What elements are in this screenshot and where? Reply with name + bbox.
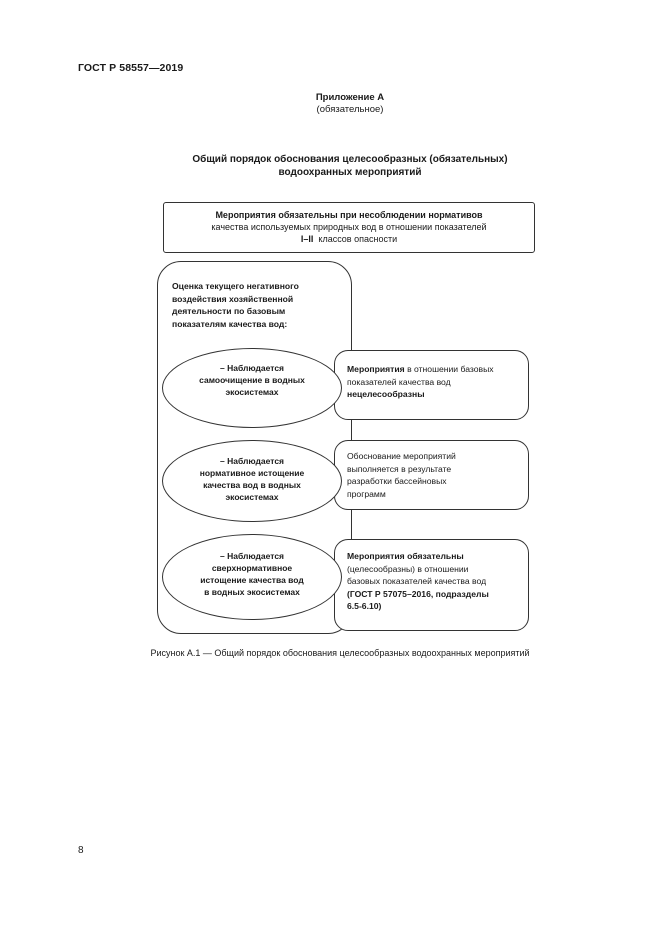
outcome1-line3: нецелесообразны [347,389,425,399]
condition2-line2: нормативное истощение [199,468,305,478]
outcome3-line1: Мероприятия обязательны [347,551,464,561]
condition1-line3: экосистемах [225,387,279,397]
outcome-box-basin-programs [334,440,529,510]
assessment-line2: воздействия хозяйственной [172,293,294,304]
outcome1-line1-rest: в отношении базовых [407,364,494,374]
condition1-line2: самоочищение в водных [199,375,305,385]
condition3-line1: – Наблюдается [219,551,284,561]
top-box-line3-rest: классов опасности [318,234,398,244]
outcome1-line2: показателей качества вод [347,376,451,387]
outcome3-line5: 6.5-6.10) [347,601,382,611]
top-box-line2: качества используемых природных вод в отношении показателей [211,222,487,232]
assessment-text [172,280,342,330]
hazard-classes: I–II [300,234,314,244]
condition2-line3: качества вод в водных [203,480,301,490]
mandatory-measures-box [163,202,535,253]
standard-code: ГОСТ Р 58557—2019 [78,62,184,74]
top-box-line3 [174,233,524,245]
outcome2-line1: Обоснование мероприятий [347,451,456,461]
outcome3-line4: (ГОСТ Р 57075–2016, подразделы [347,588,489,599]
diagram-title-line2: водоохранных мероприятий [278,167,422,178]
condition-normative-depletion [162,440,342,522]
appendix-note: (обязательное) [316,104,384,115]
outcome2-line2: выполняется в результате [347,463,452,474]
outcome1-line1-bold: Мероприятия [347,364,405,374]
figure-caption: Рисунок А.1 — Общий порядок обоснования целесообразных водоохранных мероприятий [150,648,530,658]
condition3-line3: истощение качества вод [200,575,304,585]
page-number: 8 [78,845,84,856]
outcome-box-mandatory [334,539,529,631]
condition2-line4: экосистемах [225,492,279,502]
condition-excess-depletion [162,534,342,620]
outcome3-line2: (целесообразны) в отношении [347,563,469,574]
outcome-box-not-advisable [334,350,529,420]
condition1-line1: – Наблюдается [219,363,284,373]
outcome3-line3: базовых показателей качества вод [347,576,487,586]
outcome2-line4: программ [347,488,386,499]
top-box-line1: Мероприятия обязательны при несоблюдении нормативов [215,210,483,220]
diagram-title [150,153,550,179]
condition3-line2: сверхнормативное [211,563,293,573]
assessment-line3: деятельности по базовым [172,306,286,316]
assessment-line1: Оценка текущего негативного [172,281,299,291]
condition2-line1: – Наблюдается [219,456,284,466]
outcome1-line1 [347,363,520,376]
condition3-line4: в водных экосистемах [204,587,300,597]
diagram-title-line1: Общий порядок обоснования целесообразных (обязательных) [192,154,508,165]
outcome2-line3: разработки бассейновых [347,476,447,486]
appendix-title: Приложение А [315,92,385,103]
condition-self-purification [162,348,342,428]
assessment-line4: показателям качества вод: [172,318,288,329]
